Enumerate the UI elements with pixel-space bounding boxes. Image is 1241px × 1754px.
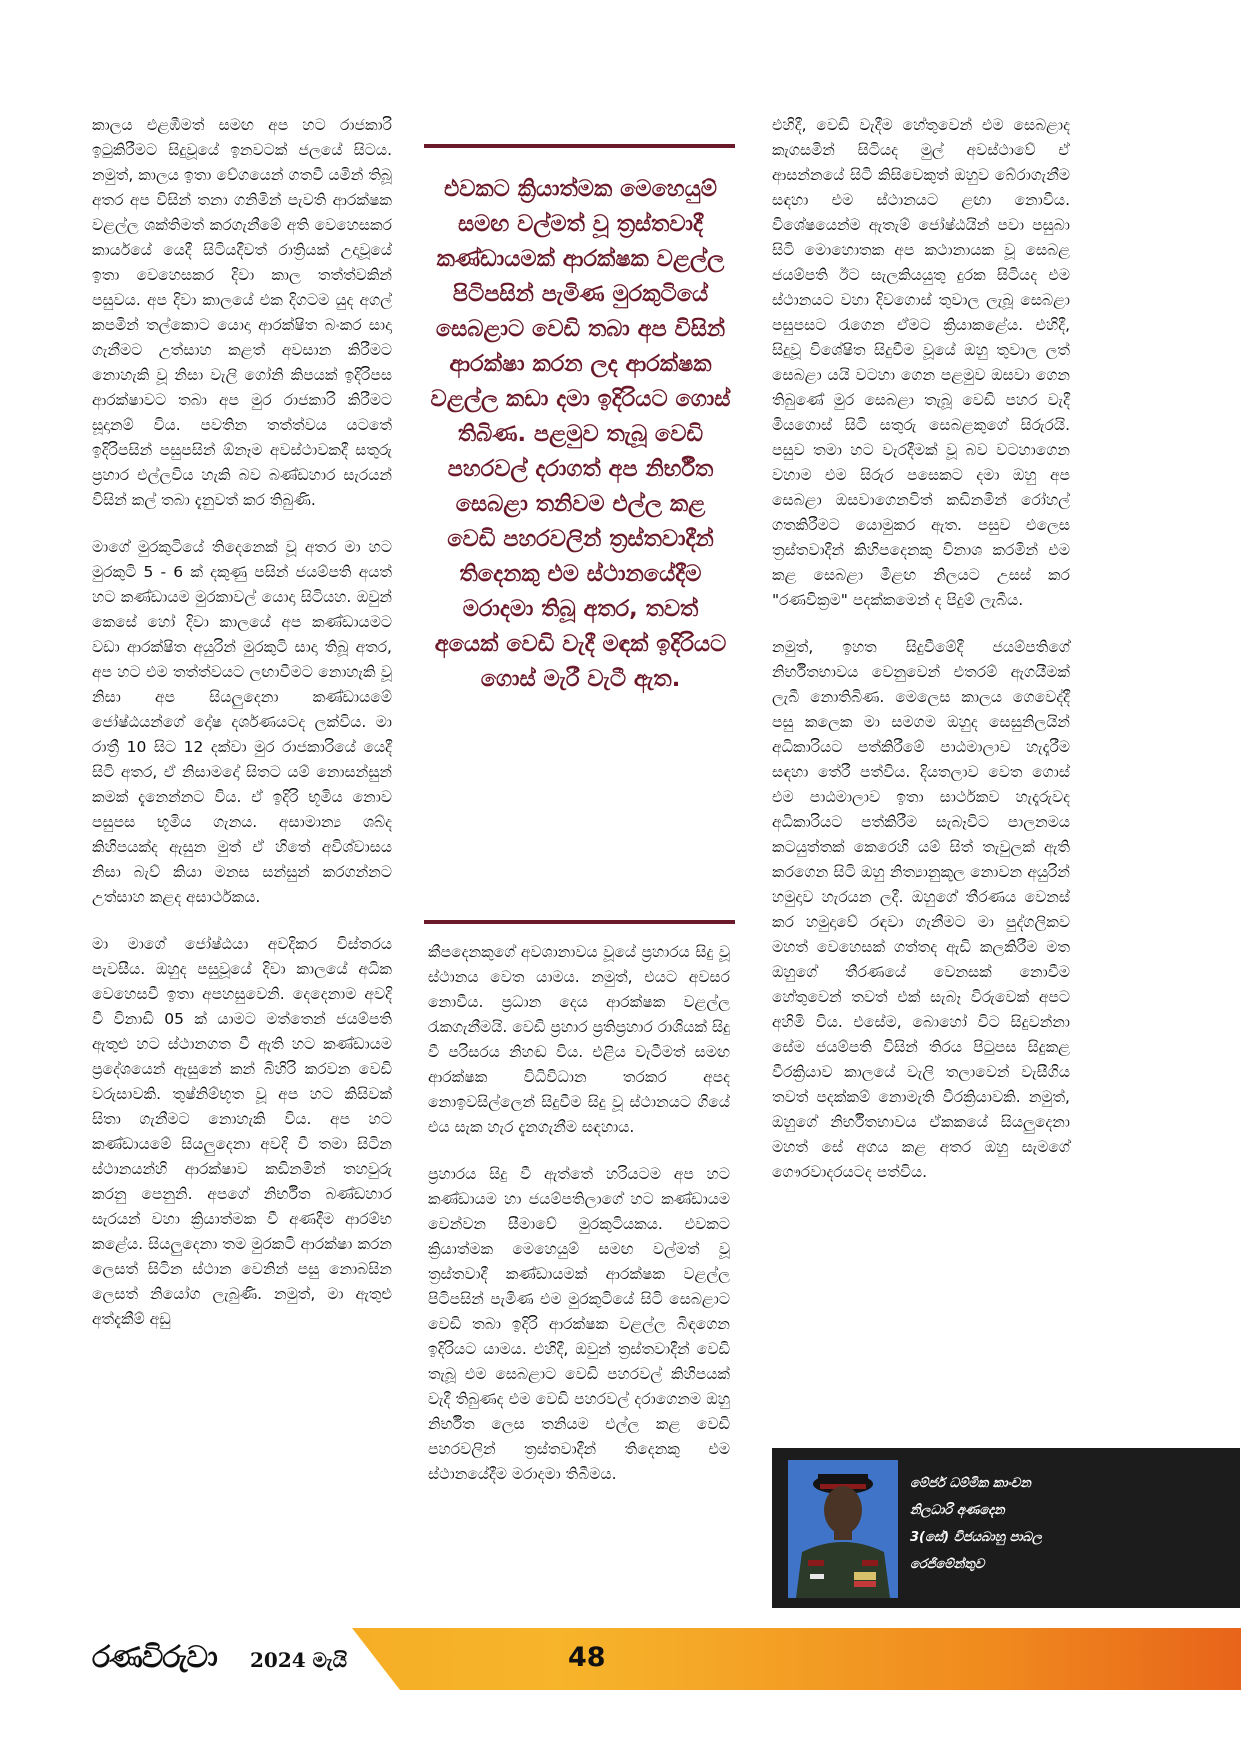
page-footer: [0, 1628, 1241, 1690]
pull-quote-bottom-rule: [424, 920, 735, 924]
paragraph: ප්‍රහාරය සිදු වී ඇත්තේ හරියටම අප හට කණ්ඩායම හා ජයම්පතිලාගේ හට කණ්ඩායම වෙන්වන සීමාවේ මුරකුටියකය. එවකට ක්‍රියාත්මක මෙහෙයුම් සමඟ වල්මත් වූ ත්‍රස්තවාදී කණ්ඩායමක් ආරක්ෂක වළල්ල පිටිපසින් පැමිණ එම මුරකුටියේ සිටි සෙබළාට වෙඩි තබා ඉදිරි ආරක්ෂක වළල්ල බිඳගෙන ඉදිරියට යාමය. එහිදී, ඔවුන් ත්‍රස්තවාදීන් වෙඩි තැබූ එම සෙබළාට වෙඩි පහරවල් කිහිපයක් වැදී තිබුණද එම වෙඩි පහරවල් දරාගෙනම ඔහු නිර්භීත ලෙස තනියම එල්ල කළ වෙඩි පහරවලින් ත්‍රස්තවාදීන් තිදෙනකු එම ස්ථානයේදීම මරාදමා තිබීමය.: [428, 1165, 730, 1483]
left-column: [92, 113, 392, 1354]
portrait-box: [772, 1448, 1240, 1608]
paragraph: මාගේ මුරකුටියේ තිදෙනෙක් වූ අතර මා හට මුරකුටි 5 - 6 ක් දකුණු පසින් ජයම්පති අයත් හට කණ්ඩායම මුරකාවල් යොදා සිටියහ. ඔවුන් කෙසේ හෝ දිවා කාලයේ අප කණ්ඩායමට වඩා ආරක්ෂිත අයුරින් මුරකුටි සාදා තිබූ අතර, අප හට එම තත්ත්වයට ලඟාවීමට නොහැකි වූ නිසා අප සියලුදෙනා කණ්ඩායමේ ජෝෂ්ඨයන්ගේ දෝෂ දර්ශණයටද ලක්විය. මා රාත්‍රී 10 සිට 12 දක්වා මුර රාජකාරියේ යෙදී සිටි අතර, ඒ නිසාමදෝ සිතට යම් නොසන්සුන් කමක් දැනෙන්නට විය. ඒ ඉදිරි භූමිය නොව පසුපස භූමිය ගැනය. අසාමාන්‍ය ශබ්ද කිහිපයක්ද ඇසුන මුත් ඒ හිතේ අවිශ්වාසය නිසා බැව් කියා මනස සන්සුන් කරගන්නට උත්සාහ කළද අසාර්ථකය.: [92, 538, 392, 906]
officer-portrait-icon: [788, 1460, 898, 1598]
right-column: [772, 113, 1070, 1207]
pull-quote-top-rule: [424, 144, 735, 148]
portrait-caption: [910, 1470, 1230, 1578]
paragraph: කාලය එළඹීමත් සමඟ අප හට රාජකාරි ඉටුකිරීමට සිදුවූයේ ඉනවටක් ජලයේ සිටය. නමුත්, කාලය ඉතා වේගයෙන් ගතවී යමින් තිබූ අතර අප විසින් තනා ගනිමින් පැවති ආරක්ෂක වළල්ල ශක්තිමත් කරගැනීමේ අති වෙහෙසකර කාර්යයේ යෙදී සිටියදීවත් රාත්‍රියක් උදාවූයේ ඉතා වෙහෙසකර දිවා කාල තත්ත්වකින් පසුවය. අප දිවා කාලයේ එක දිගටම යුද අගල් කපමින් තල්කොට යොදා ආරක්ෂිත බංකර සාදා ගැනීමට උත්සාහ කළත් අවසාන කිරීමට නොහැකි වූ නිසා වැලි ගෝනි කිපයක් ඉදිරිපස ආරක්ෂාවට තබා අප මුර රාජකාරි කිරීමට සූදානම් විය. පවතින තත්ත්වය යටතේ ඉදිරිපසින් පසුපසින් ඕනෑම අවස්ථාවකදී සතුරු ප්‍රහාර එල්ලවිය හැකි බව බණ්ඩහාර සැරයන් විසින් කල් තබා දැනුවත් කර තිබුණි.: [92, 116, 392, 509]
caption-line: රෙජිමේන්තුව: [910, 1557, 985, 1572]
caption-line: නිලධාරි අණදෙන: [910, 1503, 1005, 1518]
magazine-logo: රණවිරුවා: [92, 1640, 217, 1675]
portrait-photo: [788, 1460, 898, 1598]
caption-line: මේජර් ධම්මික කාංචන: [910, 1476, 1031, 1491]
pull-quote: එවකට ක්‍රියාත්මක මෙහෙයුම් සමඟ වල්මත් වූ ත්‍රස්තවාදී කණ්ඩායමක් ආරක්ෂක වළල්ල පිටිපසින් පැමිණ මුරකුටියේ සෙබළාට වෙඩි තබා අප විසින් ආරක්ෂා කරන ලද ආරක්ෂක වළල්ල කඩා දමා ඉදිරියට ගොස් තිබිණ. පළමුව තැබූ වෙඩි පහරවල් දරාගත් අප නිර්භීත සෙබළා තනිවම එල්ල කළ වෙඩි පහරවලින් ත්‍රස්තවාදීන් තිදෙනකු එම ස්ථානයේදීම මරාදමා තිබූ අතර, තවත් අයෙක් වෙඩි වැදී මඳක් ඉදිරියට ගොස් මැරී වැටී ඇත.: [430, 176, 731, 692]
caption-line: 3(සේ) විජයබාහු පාබල: [910, 1530, 1042, 1545]
page-number: 48: [568, 1642, 606, 1673]
paragraph: මා මාගේ ජෝෂ්ඨයා අවදිකර විස්තරය පැවසීය. ඔහුද පසුවූයේ දිවා කාලයේ අධික වෙහෙසවී ඉතා අපහසුවෙනි. දෙදෙනාම අවදි වී විනාඩි 05 ක් යාමට මත්තෙන් ජයම්පති ඇතුළු හට ස්ථානගත වී ඇති හට කණ්ඩායම ප්‍රදේශයෙන් ඇසුනේ කන් බිහිරි කරවන වෙඩි වරුසාවකි. තුෂ්නිම්භූත වූ අප හට කිසිවක් සිතා ගැනීමට නොහැකි විය. අප හට කණ්ඩායමේ සියලුදෙනා අවදි වී තමා සිටින ස්ථානයන්හි ආරක්ෂාව කඩිනමින් තහවුරු කරනු පෙනුනි. අපගේ නිර්භීත බණ්ඩහාර සැරයන් වහා ක්‍රියාත්මක වී අණදීම ආරම්භ කළේය. සියලුදෙනා තම මුරකටි ආරක්ෂා කරන ලෙසත් සිටින ස්ථාන වෙනින් පසු නොබසින ලෙසත් නියෝග ලැබුණි. නමුත්, මා ඇතුළු අත්දැකීම් අඩු: [92, 935, 392, 1328]
paragraph: කීපදෙනකුගේ අවශානාවය වූයේ ප්‍රහාරය සිදු වූ ස්ථානය වෙත යාමය. නමුත්, එයට අවසර නොවීය. ප්‍රධාන දෙය ආරක්ෂක වළල්ල රැකගැනීමයි. වෙඩි ප්‍රහාර ප්‍රතිප්‍රහාර රාශියක් සිදු වී පරිසරය නිහඬ විය. එළිය වැටීමත් සමඟ ආරක්ෂක විධිවිධාන තරකර අපද නොඉවසිල්ලෙන් සිදුවීම සිදු වූ ස්ථානයට ගියේ එය සැක හැර දැනගැනීම සඳහාය.: [428, 943, 730, 1136]
paragraph: එහිදී, වෙඩි වැදීම හේතුවෙන් එම සෙබළාද කැගසමින් සිටියද මුල් අවස්ථාවේ ඒ ආසන්නයේ සිටි කිසිවෙකුත් ඔහුව බේරාගැනීම සඳහා එම ස්ථානයට ළඟා නොවීය. විශේෂයෙන්ම ඇතැම් ජෝෂ්ඨයින් පවා පසුබා සිටි මොහොතක අප කථානායක වූ සෙබළ ජයම්පති ඊට සැලකියයුතු දුරක සිටියද එම ස්ථානයට වහා දිවගොස් තුවාල ලැබූ සෙබළා පසුපසට රැගෙන ඒමට ක්‍රියාකළේය. එහිදී, සිදුවූ විශේෂිත සිදුවීම වූයේ ඔහු තුවාල ලත් සෙබළා යයි වටහා ගෙන පළමුව ඔසවා ගෙන තිබුණේ මුර සෙබළා තැබූ වෙඩි පහර වැදී මියගොස් සිටි සතුරු සෙබළකුගේ සිරුරයි. පසුව තමා හට වැරදීමක් වූ බව වටහාගෙන වහාම එම සිරුර පසෙකට දමා ඔහු අප සෙබළා ඔසවාගෙනවිත් කඩිනමින් රෝහල් ගතකිරීමට යොමුකර ඇත. පසුව එලෙස ත්‍රස්තවාදීන් කිහිපදෙනකු විනාශ කරමින් එම කළ සෙබළා මීළඟ නිලයට උසස් කර "රණවික්‍රම" පදක්කමෙන් ද පිදුම් ලැබීය.: [772, 116, 1070, 609]
issue-date: 2024 මැයි: [250, 1648, 347, 1672]
middle-column: [428, 940, 730, 1509]
paragraph: නමුත්, ඉහත සිදුවීමේදී ජයම්පතිගේ නිර්භීතභාවය වෙනුවෙන් එතරම් ඇගයීමක් ලැබී නොතිබිණ. මෙලෙස කාලය ගෙවෙද්දී පසු කලෙක මා සමගම ඔහුද සෙසුනිලයින් අධිකාරියට පත්කිරීමේ පාඨමාලාව හැදෑරීම සඳහා තේරී පත්විය. දියතලාව වෙත ගොස් එම පාඨමාලාව ඉතා සාර්ථකව හැදෑරුවද අධිකාරියට පත්කිරීම සැබෑවිට පාලනමය කටයුත්තක් කෙරෙහි යම් සිත් තැවුලක් ඇති කරගෙන සිටි ඔහු නිත්‍යානුකූල නොවන අයුරින් හමුදාව හැරයන ලදී. ඔහුගේ තීරණය වෙනස් කර හමුදාවේ රඳවා ගැනීමට මා පුද්ගලිකව මහත් වෙහෙසක් ගත්තද ඇඩි කලකිරීම මත ඔහුගේ තීරණයේ වෙනසක් නොවීම හේතුවෙන් තවත් එක් සැබෑ විරුවෙක් අපට අහිමි විය. එසේම, බොහෝ විට සිදුවන්නා සේම ජයම්පති විසින් තිරය පිටුපස සිදුකළ වීරක්‍රියාව කාලයේ වැලි තලාවෙන් වැසීගිය තවත් පදක්කම් නොමැති වීරක්‍රියාවකි. නමුත්, ඔහුගේ නිර්භීතභාවය ඒකකයේ සියලුදෙනා මහත් සේ අගය කළ අතර ඔහු සැමගේ ගෞරවාදරයටද පත්විය.: [772, 638, 1070, 1181]
